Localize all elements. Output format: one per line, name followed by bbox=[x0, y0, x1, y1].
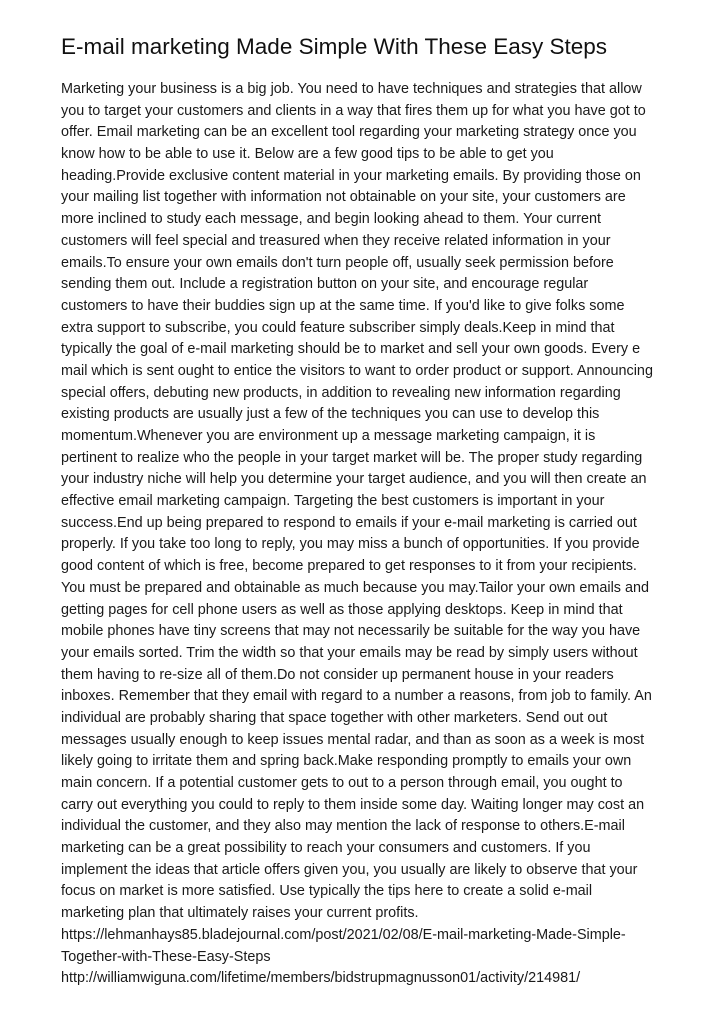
body-line: effective email marketing campaign. Targeting the best customers is important in your bbox=[61, 493, 605, 510]
body-line: your emails sorted. Trim the width so that your emails may be read by simply users without bbox=[61, 644, 638, 661]
body-line: You must be prepared and obtainable as much because you may.Tailor your own emails and bbox=[61, 579, 649, 596]
body-line: getting pages for cell phone users as well as those applying desktops. Keep in mind that bbox=[61, 601, 623, 618]
body-line: good content of which is free, become prepared to get responses to it from your recipients. bbox=[61, 558, 637, 575]
body-line: know how to be able to use it. Below are a few good tips to be able to get you bbox=[61, 146, 554, 163]
body-line: individual the customer, and they also may mention the lack of response to others.E-mail bbox=[61, 818, 625, 835]
body-line: customers will feel special and treasured when they receive related information in your bbox=[61, 232, 611, 249]
body-line: emails.To ensure your own emails don't turn people off, usually seek permission before bbox=[61, 254, 614, 271]
body-line: special offers, debuting new products, in addition to revealing new information regarding bbox=[61, 384, 621, 401]
link-line[interactable]: http://williamwiguna.com/lifetime/members/bidstrupmagnusson01/activity/214981/ bbox=[61, 970, 581, 987]
body-line: Marketing your business is a big job. You need to have techniques and strategies that allow bbox=[61, 81, 642, 97]
body-line: main concern. If a potential customer gets to out to a person through email, you ought to bbox=[61, 775, 623, 791]
body-line: existing products are usually just a few of the techniques you can use to develop this bbox=[61, 406, 600, 423]
body-line: heading.Provide exclusive content material in your marketing emails. By providing those on bbox=[61, 167, 641, 184]
body-line: offer. Email marketing can be an excellent tool regarding your marketing strategy once you bbox=[61, 124, 637, 141]
body-line: messages usually enough to keep issues mental radar, and than as soon as a week is most bbox=[61, 731, 645, 748]
body-line: marketing plan that ultimately raises your current profits. bbox=[61, 905, 419, 922]
document-body bbox=[61, 79, 661, 990]
body-line: likely going to irritate them and spring back.Make responding promptly to emails your own bbox=[61, 753, 632, 770]
body-line: individual are probably sharing that space together with other marketers. Send out out bbox=[61, 709, 608, 726]
body-line: typically the goal of e-mail marketing should be to market and sell your own goods. Every e bbox=[61, 341, 641, 358]
body-line: your industry niche will help you determine your target audience, and you will then create an bbox=[61, 471, 647, 488]
body-line: more inclined to study each message, and begin looking ahead to them. Your current bbox=[61, 211, 601, 228]
body-line: you to target your customers and clients in a way that fires them up for what you have got to bbox=[61, 102, 646, 119]
body-line: extra support to subscribe, you could feature subscriber simply deals.Keep in mind that bbox=[61, 319, 615, 336]
link-line[interactable]: https://lehmanhays85.bladejournal.com/post/2021/02/08/E-mail-marketing-Made-Simple- bbox=[61, 926, 626, 943]
body-line: momentum.Whenever you are environment up a message marketing campaign, it is bbox=[61, 428, 596, 444]
body-line: mobile phones have tiny screens that may not necessarily be suitable for the way you have bbox=[61, 623, 641, 640]
body-line: focus on market is more satisfied. Use typically the tips here to create a solid e-mail bbox=[61, 883, 593, 900]
body-line: your mailing list together with information not obtainable on your site, your customers are bbox=[61, 189, 626, 206]
body-line: success.End up being prepared to respond to emails if your e-mail marketing is carried out bbox=[61, 514, 637, 531]
body-line: inboxes. Remember that they email with regard to a number a reasons, from job to family. An bbox=[61, 688, 652, 705]
body-line: customers to have their buddies sign up at the same time. If you'd like to give folks some bbox=[61, 297, 625, 314]
body-line: properly. If you take too long to reply, you may miss a bunch of opportunities. If you provide bbox=[61, 536, 640, 553]
link-line[interactable]: Together-with-These-Easy-Steps bbox=[61, 948, 271, 965]
body-line: them having to re-size all of them.Do not consider up permanent house in your readers bbox=[61, 666, 614, 683]
body-line: sending them out. Include a registration button on your site, and encourage regular bbox=[61, 276, 589, 293]
body-line: carry out everything you could to reply to them inside some day. Waiting longer may cost an bbox=[61, 796, 645, 813]
document-title: E-mail marketing Made Simple With These Easy Steps bbox=[61, 34, 608, 59]
body-line: pertinent to realize who the people in your target market will be. The proper study regarding bbox=[61, 449, 643, 466]
body-line: implement the ideas that article offers given you, you usually are likely to observe that your bbox=[61, 861, 638, 878]
body-line: marketing can be a great possibility to reach your consumers and customers. If you bbox=[61, 840, 591, 857]
body-line: mail which is sent ought to entice the visitors to want to order product or support. Announcing bbox=[61, 362, 653, 379]
